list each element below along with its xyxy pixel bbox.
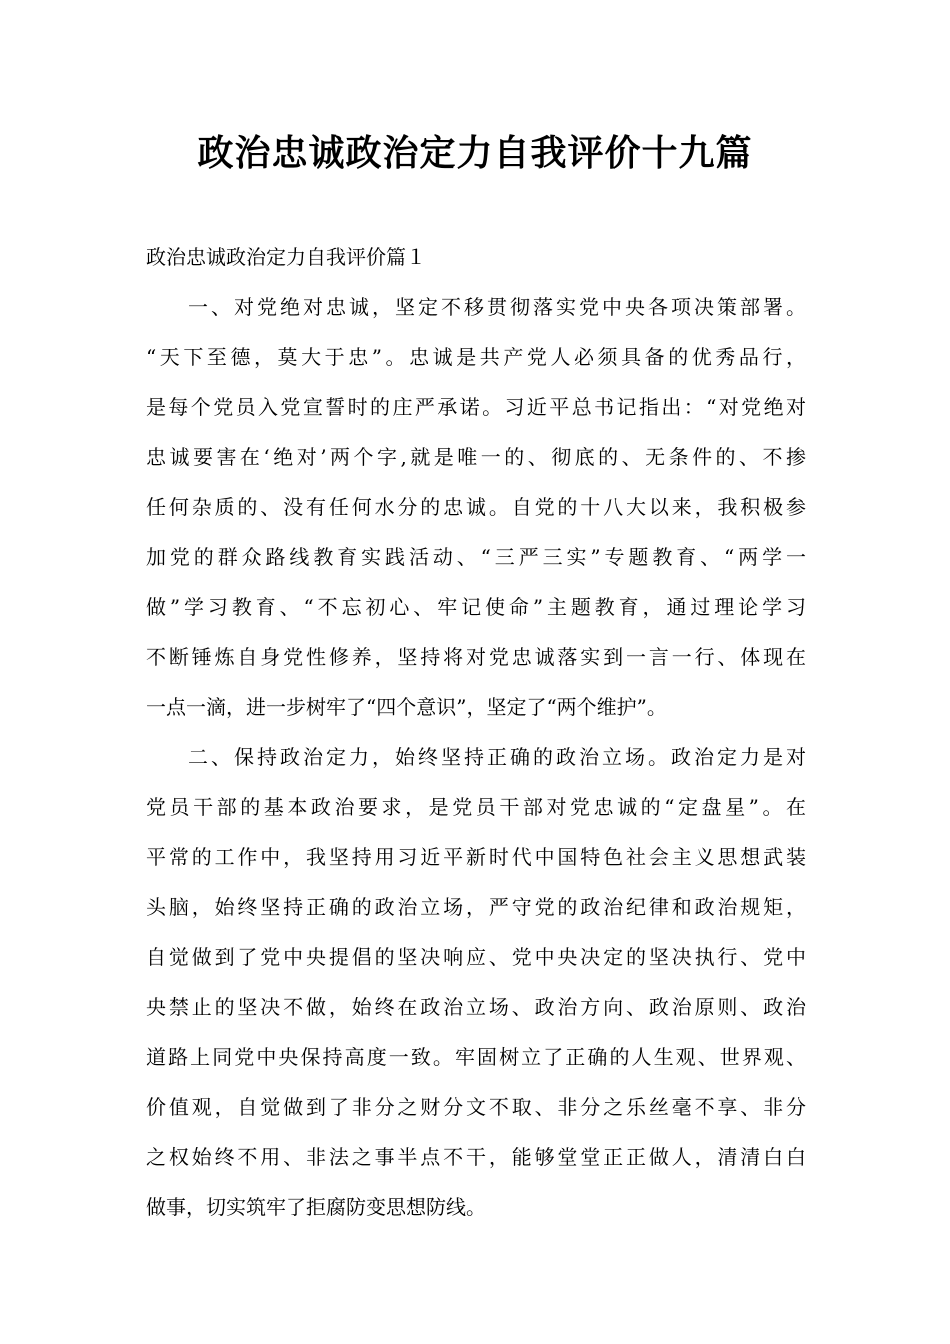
text-line: 任何杂质的、没有任何水分的忠诚。自党的十八大以来，我积极参 <box>146 495 806 519</box>
text-line: 做事，切实筑牢了拒腐防变思想防线。 <box>146 1195 486 1219</box>
text-line: 做”学习教育、“不忘初心、牢记使命”主题教育，通过理论学习 <box>146 595 806 619</box>
text-line: 价值观，自觉做到了非分之财分文不取、非分之乐丝毫不享、非分 <box>146 1095 806 1119</box>
text-line: 自觉做到了党中央提倡的坚决响应、党中央决定的坚决执行、党中 <box>146 945 806 969</box>
text-line: 二、保持政治定力，始终坚持正确的政治立场。政治定力是对 <box>188 745 806 769</box>
text-line: 是每个党员入党宣誓时的庄严承诺。习近平总书记指出：“对党绝对 <box>146 395 806 419</box>
text-line: 党员干部的基本政治要求，是党员干部对党忠诚的“定盘星”。在 <box>146 795 806 819</box>
text-line: 之权始终不用、非法之事半点不干，能够堂堂正正做人，清清白白 <box>146 1145 806 1169</box>
text-line: 加党的群众路线教育实践活动、“三严三实”专题教育、“两学一 <box>146 545 806 569</box>
paragraph-1 <box>146 282 806 732</box>
text-line: 头脑，始终坚持正确的政治立场，严守党的政治纪律和政治规矩， <box>146 895 806 919</box>
text-line: 一点一滴，进一步树牢了“四个意识”，坚定了“两个维护”。 <box>146 695 667 719</box>
text-line: 道路上同党中央保持高度一致。牢固树立了正确的人生观、世界观、 <box>146 1045 806 1069</box>
document-body <box>146 232 806 1232</box>
text-line: 平常的工作中，我坚持用习近平新时代中国特色社会主义思想武装 <box>146 845 806 869</box>
text-line: 一、对党绝对忠诚，坚定不移贯彻落实党中央各项决策部署。 <box>188 295 806 319</box>
document-title: 政治忠诚政治定力自我评价十九篇 <box>197 133 753 174</box>
text-line: “天下至德，莫大于忠”。忠诚是共产党人必须具备的优秀品行， <box>146 345 806 369</box>
section-heading: 政治忠诚政治定力自我评价篇１ <box>146 245 426 269</box>
text-line: 不断锤炼自身党性修养，坚持将对党忠诚落实到一言一行、体现在 <box>146 645 806 669</box>
text-line: 忠诚要害在‘绝对’两个字,就是唯一的、彻底的、无条件的、不掺 <box>146 445 806 469</box>
paragraph-2 <box>146 732 806 1232</box>
text-line: 央禁止的坚决不做，始终在政治立场、政治方向、政治原则、政治 <box>146 995 806 1019</box>
